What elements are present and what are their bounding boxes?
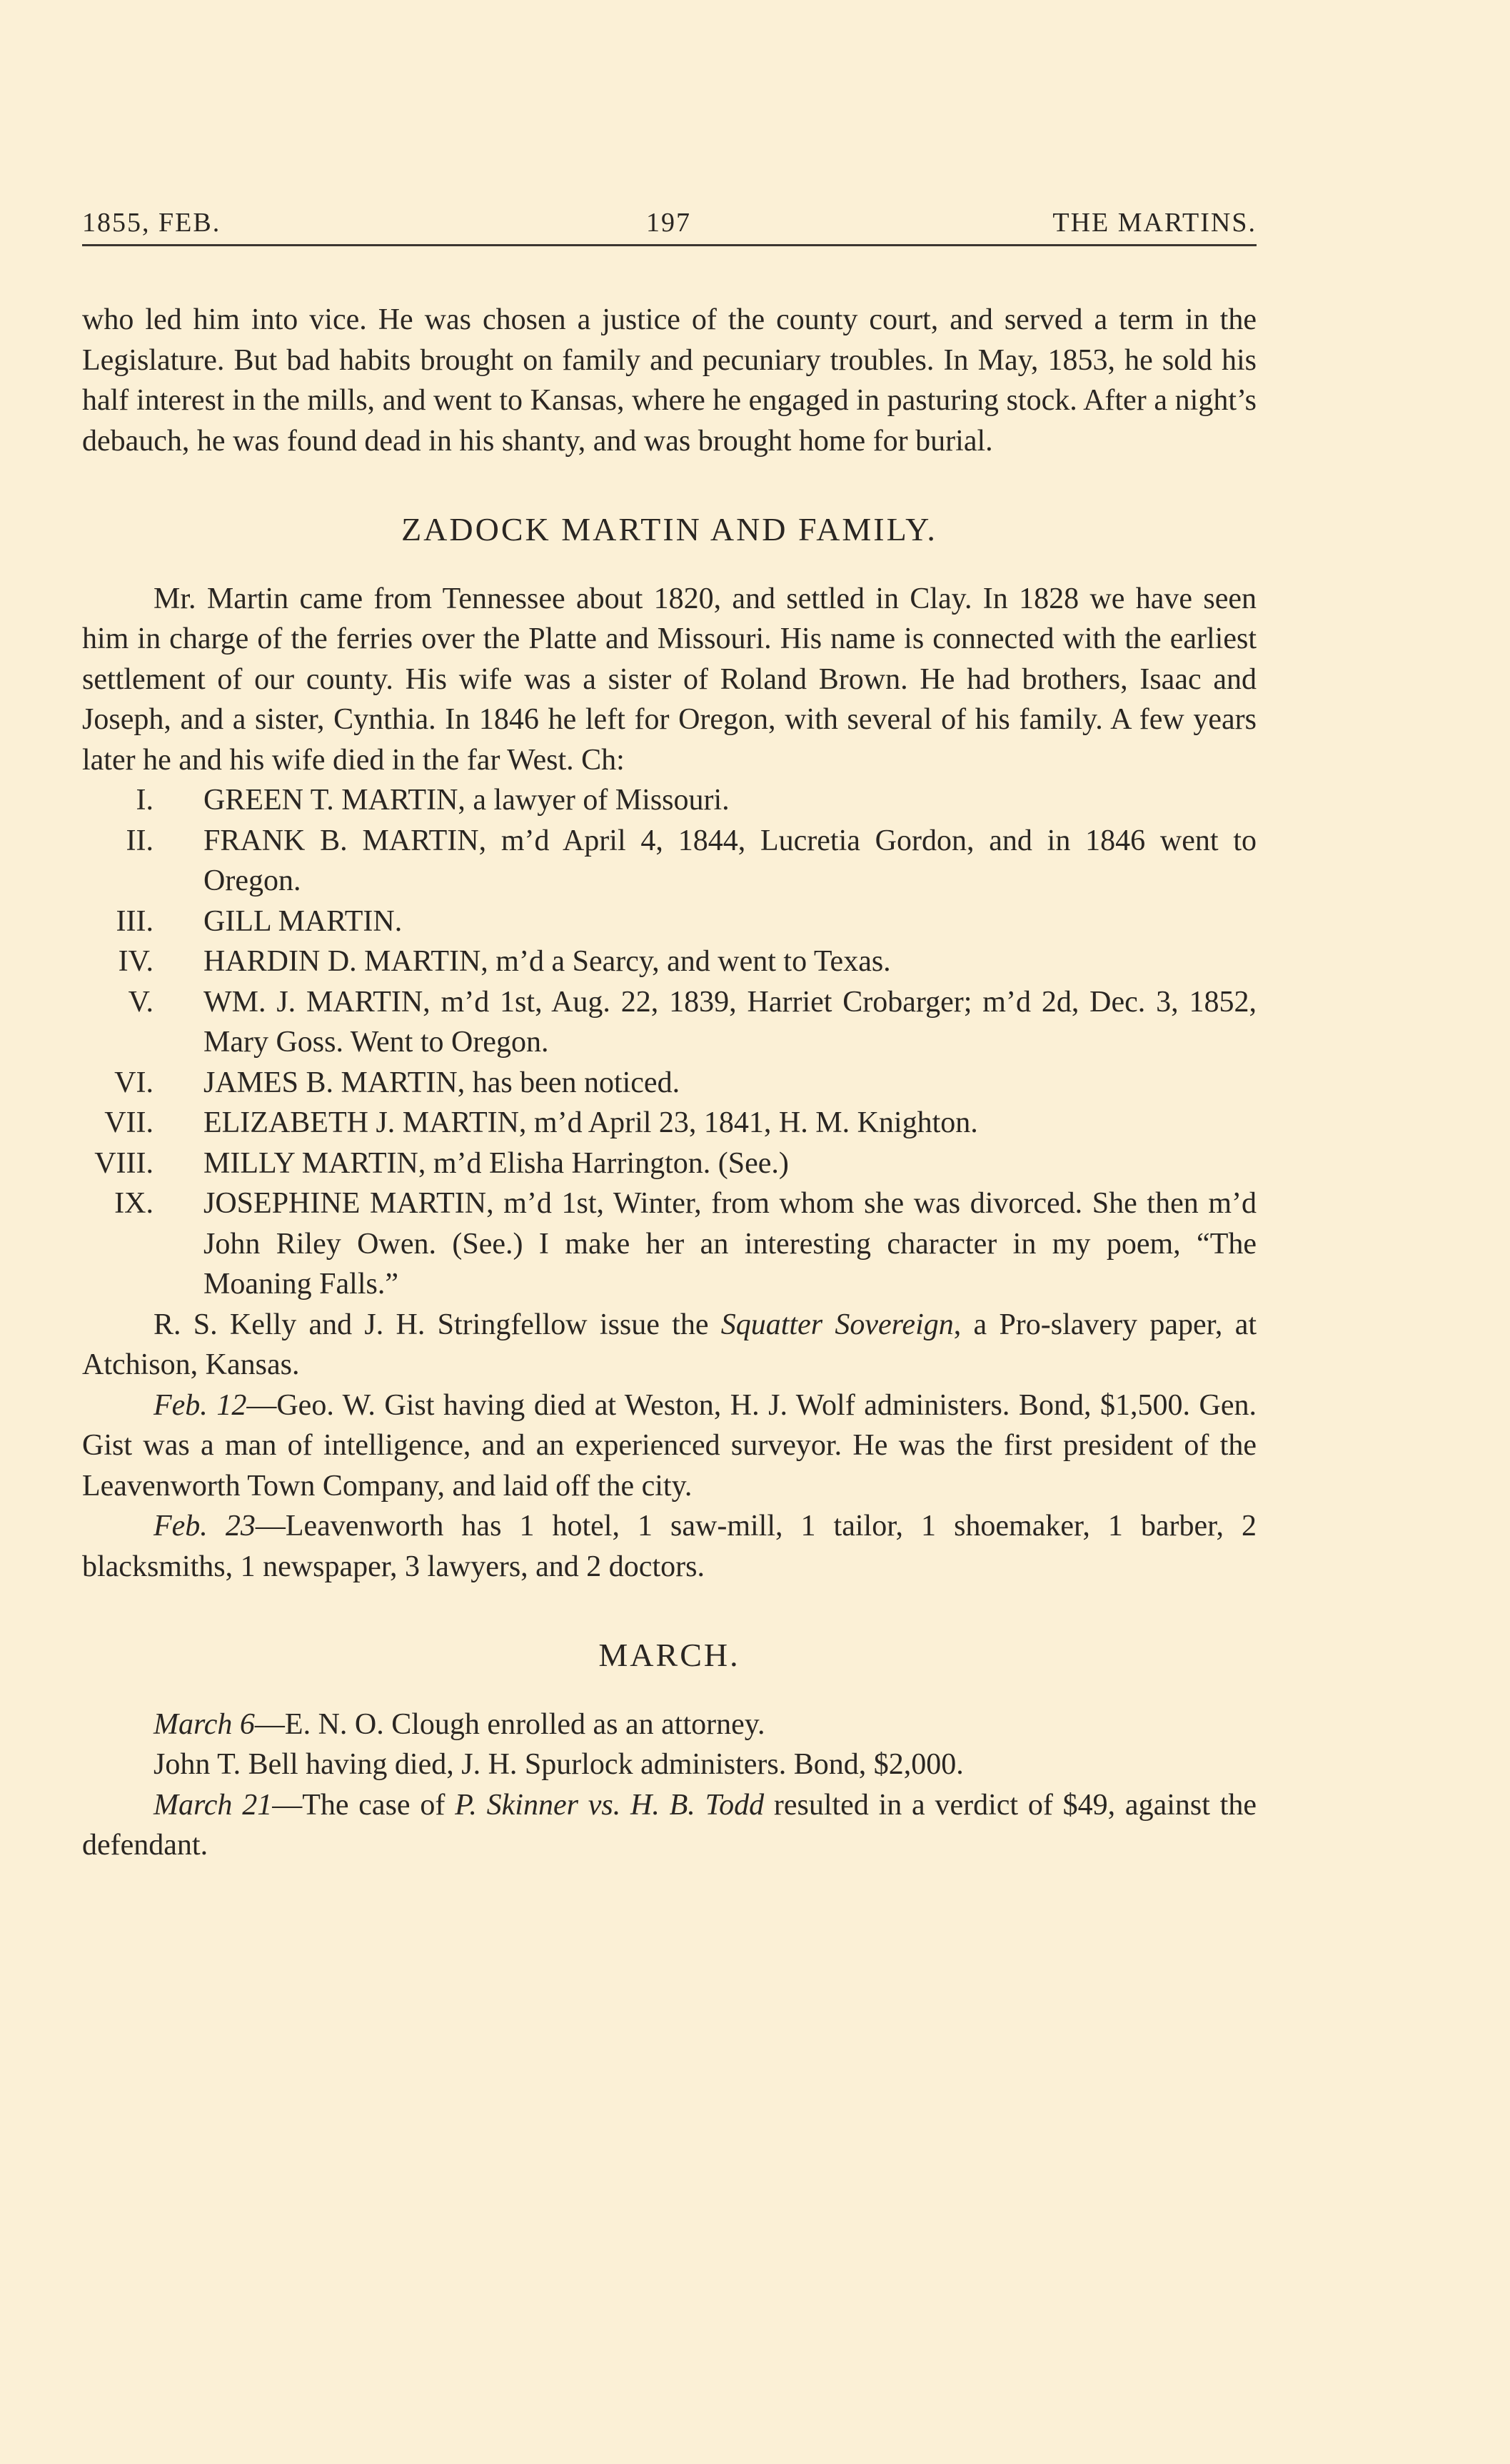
- child-item: [82, 821, 1257, 902]
- entry-text: resulted in a verdict of $49, against the defendant.: [82, 1788, 1257, 1862]
- child-text: MILLY MARTIN, m’d Elisha Harrington. (See.): [203, 1146, 789, 1180]
- intro-paragraph: who led him into vice. He was chosen a justice of the county court, and served a term in the Legislature. But bad habits brought on family and pecuniary troubles. In May, 1853, he sold his half interest in the mills, and went to Kansas, where he engaged in pasturing stock. After a night’s debauch, he was found dead in his shanty, and was brought home for burial.: [82, 303, 1257, 458]
- child-numeral: IV.: [118, 945, 153, 978]
- child-numeral: VI.: [114, 1066, 153, 1099]
- child-numeral: III.: [116, 904, 153, 938]
- child-text: GREEN T. MARTIN, a lawyer of Missouri.: [203, 784, 730, 817]
- section-heading-march: MARCH.: [598, 1637, 740, 1673]
- child-item: [82, 941, 1257, 982]
- child-text: ELIZABETH J. MARTIN, m’d April 23, 1841, H. M. Knighton.: [203, 1106, 978, 1139]
- entry-text: —E. N. O. Clough enrolled as an attorney.: [254, 1707, 765, 1741]
- running-head: [82, 207, 1257, 243]
- child-item: [82, 902, 1257, 942]
- march-6-entry: [82, 1705, 1257, 1745]
- child-text: FRANK B. MARTIN, m’d April 4, 1844, Lucretia Gordon, and in 1846 went to Oregon.: [203, 824, 1257, 897]
- child-numeral: I.: [136, 784, 153, 817]
- page-number: 197: [646, 208, 691, 238]
- entry-text: —Geo. W. Gist having died at Weston, H. J. Wolf administers. Bond, $1,500. Gen. Gist was a man of intelligence, and an experienced surveyor. He was the first president of the Leavenworth Town Company, and laid off the city.: [82, 1388, 1257, 1503]
- entry-date: March 6: [153, 1707, 255, 1741]
- entry-text: —The case of: [272, 1788, 455, 1822]
- zadock-paragraph: Mr. Martin came from Tennessee about 1820, and settled in Clay. In 1828 we have seen him in charge of the ferries over the Platte and Missouri. His name is connected with the earliest settlement of our county. His wife was a sister of Roland Brown. He had brothers, Isaac and Joseph, and a sister, Cynthia. In 1846 he left for Oregon, with several of his family. A few years later he and his wife died in the far West. Ch:: [82, 582, 1257, 777]
- header-date: 1855, FEB.: [82, 208, 221, 238]
- child-numeral: II.: [126, 824, 153, 857]
- child-item: [82, 1143, 1257, 1184]
- entry-date: March 21: [153, 1788, 273, 1822]
- body-text: [82, 300, 1257, 1866]
- feb-23-entry: [82, 1506, 1257, 1587]
- child-text: JOSEPHINE MARTIN, m’d 1st, Winter, from whom she was divorced. She then m’d John Riley Owen. (See.) I make her an interesting character in my poem, “The Moaning Falls.”: [203, 1187, 1257, 1301]
- bell-estate-entry: John T. Bell having died, J. H. Spurlock administers. Bond, $2,000.: [153, 1748, 964, 1781]
- case-name: P. Skinner vs. H. B. Todd: [455, 1788, 765, 1822]
- child-text: GILL MARTIN.: [203, 904, 403, 938]
- squatter-sovereign-entry: [82, 1305, 1257, 1385]
- child-numeral: IX.: [114, 1187, 153, 1220]
- entry-text: , a Pro-slavery paper, at Atchison, Kansas.: [82, 1308, 1257, 1381]
- feb-12-entry: [82, 1385, 1257, 1507]
- child-item: [82, 982, 1257, 1063]
- child-numeral: VII.: [104, 1106, 153, 1139]
- child-item: [82, 780, 1257, 821]
- newspaper-title: Squatter Sovereign: [720, 1308, 954, 1341]
- child-text: JAMES B. MARTIN, has been noticed.: [203, 1066, 680, 1099]
- section-heading-zadock: ZADOCK MARTIN AND FAMILY.: [401, 511, 937, 547]
- child-item: [82, 1183, 1257, 1305]
- header-chapter-title: THE MARTINS.: [1052, 208, 1257, 238]
- child-item: [82, 1103, 1257, 1143]
- child-numeral: VIII.: [94, 1146, 153, 1180]
- child-text: HARDIN D. MARTIN, m’d a Searcy, and went to Texas.: [203, 945, 891, 978]
- child-numeral: V.: [128, 985, 153, 1019]
- child-text: WM. J. MARTIN, m’d 1st, Aug. 22, 1839, Harriet Crobarger; m’d 2d, Dec. 3, 1852, Mary Goss. Went to Oregon.: [203, 985, 1257, 1059]
- child-item: [82, 1063, 1257, 1104]
- entry-text: R. S. Kelly and J. H. Stringfellow issue the: [153, 1308, 721, 1341]
- march-21-entry: [82, 1785, 1257, 1866]
- entry-date: Feb. 23: [153, 1510, 256, 1542]
- entry-text: —Leavenworth has 1 hotel, 1 saw-mill, 1 tailor, 1 shoemaker, 1 barber, 2 blacksmiths, 1 newspaper, 3 lawyers, and 2 doctors.: [82, 1510, 1257, 1583]
- entry-date: Feb. 12: [153, 1388, 247, 1422]
- header-rule: [82, 244, 1257, 246]
